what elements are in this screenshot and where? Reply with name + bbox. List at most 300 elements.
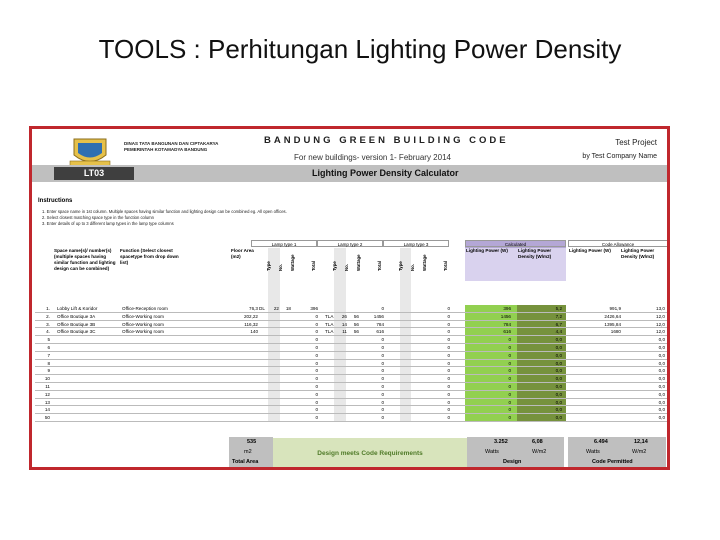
table-cell-w1[interactable] bbox=[281, 391, 291, 398]
table-cell-t2[interactable] bbox=[325, 352, 337, 359]
table-cell-tot3: 0 bbox=[447, 321, 450, 327]
table-row bbox=[35, 305, 667, 313]
table-cell-space[interactable] bbox=[57, 399, 119, 406]
table-cell-n1[interactable]: 22 bbox=[273, 306, 279, 311]
table-cell-w1[interactable] bbox=[281, 406, 291, 413]
table-row bbox=[35, 414, 667, 422]
table-cell-t1[interactable] bbox=[259, 391, 269, 398]
table-cell-area[interactable]: 76,3 bbox=[249, 306, 258, 311]
table-cell-n2[interactable] bbox=[337, 360, 347, 367]
table-cell-tot1: 0 bbox=[315, 345, 318, 350]
table-cell-t2[interactable] bbox=[325, 344, 337, 351]
table-cell-lpda: 0,0 bbox=[658, 415, 665, 421]
table-cell-lpd: 5,2 bbox=[555, 306, 562, 311]
table-cell-t2[interactable] bbox=[325, 336, 337, 343]
table-cell-n1[interactable] bbox=[269, 313, 279, 320]
table-cell-func[interactable]: Office-Working room bbox=[122, 321, 164, 327]
table-cell-t1[interactable] bbox=[259, 406, 269, 413]
table-cell-t2[interactable] bbox=[325, 383, 337, 390]
table-cell-func[interactable] bbox=[122, 399, 207, 406]
table-cell-n1[interactable] bbox=[269, 391, 279, 398]
table-cell-area[interactable] bbox=[231, 406, 258, 413]
table-cell-func[interactable] bbox=[122, 406, 207, 413]
table-cell-w2[interactable] bbox=[349, 414, 359, 421]
table-cell-n: 1. bbox=[46, 306, 50, 311]
table-cell-tot3: 0 bbox=[447, 391, 450, 397]
table-cell-t1[interactable] bbox=[259, 399, 269, 406]
table-cell-lp: 396 bbox=[503, 306, 511, 311]
table-cell-t1[interactable] bbox=[259, 375, 269, 382]
project-name: Test Project bbox=[615, 138, 657, 147]
table-cell-n: 10 bbox=[44, 376, 50, 382]
table-cell-lpda: 0,0 bbox=[658, 399, 665, 405]
table-cell-lpda: 0,0 bbox=[658, 337, 665, 343]
table-cell-tot2: 1456 bbox=[373, 313, 384, 319]
table-cell-n2[interactable] bbox=[337, 305, 347, 312]
table-cell-tot2: 0 bbox=[381, 384, 384, 389]
table-cell-tot2: 0 bbox=[381, 352, 384, 358]
table-cell-tot3: 0 bbox=[447, 345, 450, 350]
lamp-type-2-header: Lamp type 2 bbox=[317, 240, 383, 247]
table-cell-n: 12 bbox=[44, 391, 50, 397]
table-cell-n: 11 bbox=[45, 384, 50, 389]
table-cell-t1[interactable] bbox=[259, 344, 269, 351]
table-cell-space[interactable] bbox=[57, 352, 119, 359]
table-cell-n2[interactable]: 11 bbox=[342, 329, 347, 335]
code-allowance-header: Code Allowance bbox=[568, 240, 668, 247]
lamp2-no-header: No. bbox=[344, 264, 349, 271]
table-cell-func[interactable] bbox=[122, 352, 207, 359]
table-cell-func[interactable] bbox=[122, 360, 207, 367]
permitted-lp-unit: Watts bbox=[586, 449, 600, 455]
table-cell-w2[interactable] bbox=[349, 352, 359, 359]
table-cell-t2[interactable] bbox=[325, 305, 337, 312]
table-cell-lp: 0 bbox=[508, 399, 511, 405]
table-cell-n2[interactable] bbox=[337, 344, 347, 351]
design-lpd-unit: W/m2 bbox=[532, 449, 547, 455]
table-cell-lpd: 0,0 bbox=[555, 345, 562, 350]
table-cell-w2[interactable] bbox=[349, 360, 359, 367]
table-cell-w1[interactable] bbox=[281, 360, 291, 367]
table-cell-lp: 0 bbox=[508, 415, 511, 421]
table-cell-t1[interactable] bbox=[259, 352, 269, 359]
total-area-label: Total Area bbox=[232, 459, 259, 465]
design-label: Design bbox=[503, 459, 522, 465]
table-cell-space[interactable]: Office Boutique 3A bbox=[57, 313, 96, 319]
table-cell-t1[interactable] bbox=[259, 328, 269, 335]
design-lp-total: 3.252 bbox=[494, 439, 508, 445]
table-cell-lp: 0 bbox=[508, 337, 511, 343]
table-row bbox=[35, 321, 667, 329]
table-cell-t2[interactable] bbox=[325, 414, 337, 421]
table-cell-lpd: 0,0 bbox=[555, 368, 562, 374]
table-cell-n: 6 bbox=[47, 345, 50, 350]
table-cell-lp: 0 bbox=[508, 345, 511, 350]
dept-line-2: PEMERINTAH KOTAMADYA BANDUNG bbox=[124, 147, 208, 152]
table-cell-n: 5 bbox=[47, 337, 50, 343]
table-cell-t1[interactable] bbox=[259, 383, 269, 390]
table-cell-n1[interactable] bbox=[269, 375, 279, 382]
table-cell-space[interactable] bbox=[57, 375, 119, 382]
table-cell-lpa bbox=[571, 375, 621, 382]
calc-lpd-header: Lighting Power Density (W/m2) bbox=[518, 248, 552, 259]
lamp3-total-header: Total bbox=[443, 261, 448, 271]
table-row bbox=[35, 336, 667, 344]
table-cell-t2[interactable] bbox=[325, 375, 337, 382]
table-cell-w2[interactable] bbox=[349, 367, 359, 374]
table-cell-n: 50 bbox=[44, 415, 50, 421]
table-cell-w1[interactable] bbox=[281, 336, 291, 343]
table-cell-tot1: 0 bbox=[315, 399, 318, 405]
table-cell-n1[interactable] bbox=[269, 399, 279, 406]
table-cell-lpda: 0,0 bbox=[658, 360, 665, 366]
table-cell-lpda: 12,0 bbox=[656, 321, 665, 327]
table-cell-w2[interactable] bbox=[349, 305, 359, 312]
table-cell-n2[interactable] bbox=[337, 414, 347, 421]
table-cell-tot1: 0 bbox=[315, 329, 318, 335]
table-cell-t1[interactable] bbox=[259, 313, 269, 320]
table-cell-lpda: 12,0 bbox=[656, 313, 665, 319]
calculator-title: Lighting Power Density Calculator bbox=[312, 168, 459, 178]
table-cell-space[interactable] bbox=[57, 367, 119, 374]
table-cell-w1[interactable] bbox=[281, 414, 291, 421]
table-cell-lp: 0 bbox=[508, 360, 511, 366]
table-cell-w2[interactable] bbox=[349, 391, 359, 398]
instruction-line: 2. Select closest matching space type in the function column bbox=[42, 215, 154, 220]
table-cell-func[interactable] bbox=[122, 367, 207, 374]
lamp1-wattage-header: Wattage bbox=[290, 254, 295, 271]
table-cell-lpda: 13,0 bbox=[656, 306, 665, 311]
table-cell-lp: 0 bbox=[508, 407, 511, 413]
table-cell-tot2: 0 bbox=[381, 360, 384, 366]
table-row bbox=[35, 391, 667, 399]
table-cell-t1[interactable] bbox=[259, 321, 269, 328]
table-cell-tot1: 0 bbox=[315, 384, 318, 389]
table-cell-lpa bbox=[571, 414, 621, 421]
design-lpd-total: 6,08 bbox=[532, 439, 543, 445]
table-cell-area[interactable] bbox=[231, 383, 258, 390]
table-cell-lpd: 0,0 bbox=[555, 376, 562, 382]
design-lp-unit: Watts bbox=[485, 449, 499, 455]
table-cell-tot3: 0 bbox=[447, 368, 450, 374]
table-cell-lpda: 0,0 bbox=[658, 368, 665, 374]
table-cell-w1[interactable] bbox=[281, 313, 291, 320]
table-cell-tot3: 0 bbox=[447, 376, 450, 382]
table-cell-tot1: 0 bbox=[315, 376, 318, 382]
calc-lp-header: Lighting Power (W) bbox=[466, 248, 508, 253]
table-cell-w2[interactable] bbox=[349, 406, 359, 413]
table-cell-n1[interactable] bbox=[269, 367, 279, 374]
table-row bbox=[35, 352, 667, 360]
table-cell-n1[interactable] bbox=[269, 352, 279, 359]
table-cell-lpda: 0,0 bbox=[658, 345, 665, 350]
table-cell-lp: 0 bbox=[508, 376, 511, 382]
table-cell-func[interactable] bbox=[122, 414, 207, 421]
table-cell-t2[interactable]: TLA bbox=[325, 313, 334, 319]
table-cell-tot2: 0 bbox=[381, 306, 384, 311]
table-cell-tot3: 0 bbox=[447, 360, 450, 366]
table-cell-area[interactable] bbox=[231, 367, 258, 374]
table-cell-lpa: 1395,84 bbox=[604, 321, 621, 327]
table-cell-tot2: 784 bbox=[376, 321, 384, 327]
table-cell-func[interactable] bbox=[122, 391, 207, 398]
lamp1-total-header: Total bbox=[311, 261, 316, 271]
table-cell-space[interactable] bbox=[57, 383, 119, 390]
slide-title: TOOLS : Perhitungan Lighting Power Density bbox=[98, 34, 622, 64]
department-name bbox=[124, 141, 218, 153]
table-cell-tot2: 0 bbox=[381, 391, 384, 397]
table-cell-n2[interactable]: 14 bbox=[341, 321, 347, 327]
table-cell-area[interactable]: 202,22 bbox=[243, 313, 258, 319]
table-cell-area[interactable] bbox=[231, 414, 258, 421]
table-cell-tot2: 0 bbox=[381, 407, 384, 413]
table-cell-tot1: 0 bbox=[315, 321, 318, 327]
table-cell-w2[interactable] bbox=[349, 336, 359, 343]
table-row bbox=[35, 406, 667, 414]
table-cell-n: 8 bbox=[47, 360, 50, 366]
table-cell-lpda: 0,0 bbox=[658, 384, 665, 389]
table-cell-tot2: 616 bbox=[376, 329, 384, 335]
table-cell-w1[interactable] bbox=[281, 367, 291, 374]
instruction-line: 1. Enter space name in 1st column. Multiple spaces having similar function and lighting design can be combined eg. All open offices. bbox=[42, 209, 287, 214]
table-cell-lpa: 991,9 bbox=[609, 306, 621, 311]
table-cell-w2[interactable]: 56 bbox=[353, 313, 359, 319]
lamp-type-1-header: Lamp type 1 bbox=[251, 240, 317, 247]
table-cell-lp: 1456 bbox=[500, 313, 511, 319]
table-cell-n1[interactable] bbox=[269, 321, 279, 328]
table-cell-n: 9 bbox=[47, 368, 50, 374]
table-cell-w1[interactable]: 18 bbox=[285, 306, 291, 311]
table-cell-lp: 0 bbox=[508, 391, 511, 397]
table-cell-n2[interactable]: 26 bbox=[341, 313, 347, 319]
table-cell-n1[interactable] bbox=[269, 383, 279, 390]
table-cell-n1[interactable] bbox=[269, 414, 279, 421]
table-cell-tot1: 0 bbox=[315, 313, 318, 319]
table-cell-area[interactable]: 140 bbox=[250, 329, 258, 335]
table-cell-func[interactable]: Office-Working room bbox=[122, 313, 164, 319]
table-cell-func[interactable]: Office-Reception room bbox=[122, 306, 168, 311]
permitted-total-box bbox=[568, 437, 666, 470]
table-cell-lpd: 0,0 bbox=[555, 360, 562, 366]
allow-lpd-header: Lighting Power Density (W/m2) bbox=[621, 248, 655, 259]
table-row bbox=[35, 399, 667, 407]
table-cell-lp: 0 bbox=[508, 384, 511, 389]
table-cell-lpa bbox=[571, 391, 621, 398]
floor-area-header: Floor Area (m2) bbox=[231, 248, 254, 259]
table-cell-lpd: 0,0 bbox=[555, 337, 562, 343]
table-cell-n1[interactable] bbox=[269, 360, 279, 367]
table-cell-tot2: 0 bbox=[381, 415, 384, 421]
table-cell-t2[interactable] bbox=[325, 406, 337, 413]
table-row bbox=[35, 375, 667, 383]
lamp3-type-header: Type bbox=[398, 261, 403, 271]
table-cell-tot1: 396 bbox=[310, 306, 318, 311]
table-cell-space[interactable] bbox=[57, 360, 119, 367]
table-cell-lpd: 0,0 bbox=[555, 391, 562, 397]
table-cell-n2[interactable] bbox=[337, 391, 347, 398]
table-cell-w2[interactable] bbox=[349, 383, 359, 390]
table-cell-func[interactable] bbox=[122, 344, 207, 351]
table-cell-lp: 784 bbox=[503, 321, 511, 327]
table-cell-tot1: 0 bbox=[315, 337, 318, 343]
table-cell-tot3: 0 bbox=[447, 329, 450, 335]
table-cell-lpd: 6,7 bbox=[555, 321, 562, 327]
table-cell-n: 3. bbox=[46, 321, 50, 327]
table-cell-lpa bbox=[571, 352, 621, 359]
table-cell-lp: 0 bbox=[508, 352, 511, 358]
lamp3-no-header: No. bbox=[410, 264, 415, 271]
table-cell-tot2: 0 bbox=[381, 368, 384, 374]
table-cell-w2[interactable] bbox=[349, 344, 359, 351]
lamp3-wattage-header: Wattage bbox=[422, 254, 427, 271]
lamp2-type-header: Type bbox=[332, 261, 337, 271]
table-cell-w1[interactable] bbox=[281, 321, 291, 328]
table-cell-tot3: 0 bbox=[447, 313, 450, 319]
table-cell-n2[interactable] bbox=[337, 406, 347, 413]
table-cell-lpa bbox=[571, 367, 621, 374]
table-cell-n: 7 bbox=[47, 352, 50, 358]
table-cell-tot3: 0 bbox=[447, 352, 450, 358]
allow-lp-header: Lighting Power (W) bbox=[569, 248, 611, 253]
table-cell-area[interactable] bbox=[231, 336, 258, 343]
table-cell-tot1: 0 bbox=[315, 407, 318, 413]
table-cell-tot2: 0 bbox=[381, 345, 384, 350]
table-cell-n1[interactable] bbox=[269, 328, 279, 335]
table-cell-func[interactable]: Office-Working room bbox=[122, 329, 164, 335]
table-cell-func[interactable] bbox=[122, 383, 207, 390]
code-title: BANDUNG GREEN BUILDING CODE bbox=[264, 135, 509, 146]
table-cell-t2[interactable] bbox=[325, 391, 337, 398]
table-cell-w1[interactable] bbox=[281, 383, 291, 390]
lamp2-total-header: Total bbox=[377, 261, 382, 271]
table-cell-tot3: 0 bbox=[447, 384, 450, 389]
table-cell-t2[interactable] bbox=[325, 399, 337, 406]
company-name: by Test Company Name bbox=[582, 153, 657, 160]
table-cell-area[interactable]: 116,32 bbox=[244, 321, 258, 327]
table-cell-area[interactable] bbox=[231, 352, 258, 359]
table-cell-space[interactable] bbox=[57, 336, 119, 343]
table-cell-space[interactable]: Office Boutique 3C bbox=[57, 329, 96, 335]
table-cell-t1[interactable] bbox=[259, 360, 269, 367]
table-row bbox=[35, 313, 667, 321]
table-cell-lpa bbox=[571, 406, 621, 413]
table-cell-space[interactable] bbox=[57, 414, 119, 421]
table-cell-lpa bbox=[571, 383, 621, 390]
table-cell-lpa bbox=[571, 344, 621, 351]
table-cell-t1[interactable] bbox=[259, 367, 269, 374]
table-cell-n2[interactable] bbox=[337, 336, 347, 343]
table-cell-lpa bbox=[571, 336, 621, 343]
lamp-type-3-header: Lamp type 3 bbox=[383, 240, 449, 247]
design-status-banner: Design meets Code Requirements bbox=[273, 438, 467, 470]
table-cell-n2[interactable] bbox=[337, 375, 347, 382]
table-cell-space[interactable] bbox=[57, 406, 119, 413]
table-cell-space[interactable]: Office Boutique 3B bbox=[57, 321, 96, 327]
table-cell-area[interactable] bbox=[231, 344, 258, 351]
table-cell-lpd: 7,2 bbox=[555, 313, 562, 319]
table-cell-lpd: 4,4 bbox=[555, 329, 562, 335]
table-cell-t1[interactable]: DL bbox=[259, 306, 265, 311]
table-cell-n2[interactable] bbox=[337, 352, 347, 359]
table-cell-t2[interactable]: TLA bbox=[325, 329, 334, 335]
instruction-line: 3. Enter details of up to 3 different lamp types in the lamp type columns bbox=[42, 221, 174, 226]
spreadsheet-screenshot bbox=[29, 126, 670, 470]
table-cell-lpd: 0,0 bbox=[555, 407, 562, 413]
table-cell-w2[interactable] bbox=[349, 399, 359, 406]
table-cell-tot1: 0 bbox=[315, 360, 318, 366]
table-cell-tot3: 0 bbox=[447, 306, 450, 311]
table-cell-t2[interactable] bbox=[325, 367, 337, 374]
table-cell-w2[interactable]: 56 bbox=[353, 321, 359, 327]
table-row bbox=[35, 367, 667, 375]
table-cell-area[interactable] bbox=[231, 375, 258, 382]
table-cell-func[interactable] bbox=[122, 375, 207, 382]
table-cell-tot3: 0 bbox=[447, 407, 450, 413]
table-cell-tot2: 0 bbox=[381, 337, 384, 343]
table-cell-space[interactable] bbox=[57, 344, 119, 351]
table-cell-n2[interactable] bbox=[337, 383, 347, 390]
table-cell-n1[interactable] bbox=[269, 344, 279, 351]
table-cell-area[interactable] bbox=[231, 360, 258, 367]
table-cell-lpa bbox=[571, 399, 621, 406]
table-cell-func[interactable] bbox=[122, 336, 207, 343]
table-cell-lpa: 1680 bbox=[610, 329, 621, 335]
lamp1-type-header: Type bbox=[266, 261, 271, 271]
table-cell-w1[interactable] bbox=[281, 375, 291, 382]
table-cell-n2[interactable] bbox=[337, 399, 347, 406]
table-cell-lpd: 0,0 bbox=[555, 384, 562, 389]
table-cell-w2[interactable]: 56 bbox=[353, 329, 359, 335]
table-cell-w1[interactable] bbox=[281, 328, 291, 335]
table-cell-tot1: 0 bbox=[315, 368, 318, 374]
permitted-label: Code Permitted bbox=[592, 459, 633, 465]
version-subtitle: For new buildings- version 1- February 2014 bbox=[294, 153, 451, 162]
table-cell-n1[interactable] bbox=[269, 336, 279, 343]
sheet-code: LT03 bbox=[54, 167, 134, 180]
table-cell-n2[interactable] bbox=[337, 367, 347, 374]
table-row bbox=[35, 360, 667, 368]
table-cell-lpa bbox=[571, 360, 621, 367]
table-cell-w1[interactable] bbox=[281, 344, 291, 351]
dept-line-1: DINAS TATA BANGUNAN DAN CIPTAKARYA bbox=[124, 141, 219, 146]
total-area-value: 535 bbox=[247, 439, 257, 445]
table-cell-tot2: 0 bbox=[381, 376, 384, 382]
area-unit: m2 bbox=[244, 449, 252, 455]
table-cell-w2[interactable] bbox=[349, 375, 359, 382]
table-cell-space[interactable]: Lobby Lift & Koridor bbox=[57, 306, 98, 311]
table-cell-tot1: 0 bbox=[315, 352, 318, 358]
table-cell-area[interactable] bbox=[231, 391, 258, 398]
table-cell-w1[interactable] bbox=[281, 352, 291, 359]
table-cell-tot1: 0 bbox=[315, 391, 318, 397]
table-cell-t2[interactable] bbox=[325, 360, 337, 367]
table-cell-w1[interactable] bbox=[281, 399, 291, 406]
table-cell-tot2: 0 bbox=[381, 399, 384, 405]
permitted-lp-total: 6.494 bbox=[594, 439, 608, 445]
table-cell-n: 14 bbox=[44, 407, 50, 413]
table-cell-tot1: 0 bbox=[315, 415, 318, 421]
table-cell-space[interactable] bbox=[57, 391, 119, 398]
table-cell-lpa: 2426,64 bbox=[604, 313, 621, 319]
table-cell-n1[interactable] bbox=[269, 406, 279, 413]
table-cell-t2[interactable]: TLA bbox=[325, 321, 334, 327]
permitted-lpd-total: 12,14 bbox=[634, 439, 648, 445]
table-cell-t1[interactable] bbox=[259, 336, 269, 343]
table-cell-t1[interactable] bbox=[259, 414, 269, 421]
space-name-header: Space name(s)/ number(s) (multiple spaces having similar function and lighting design can be combined) bbox=[54, 248, 116, 271]
table-cell-area[interactable] bbox=[231, 399, 258, 406]
table-row bbox=[35, 383, 667, 391]
